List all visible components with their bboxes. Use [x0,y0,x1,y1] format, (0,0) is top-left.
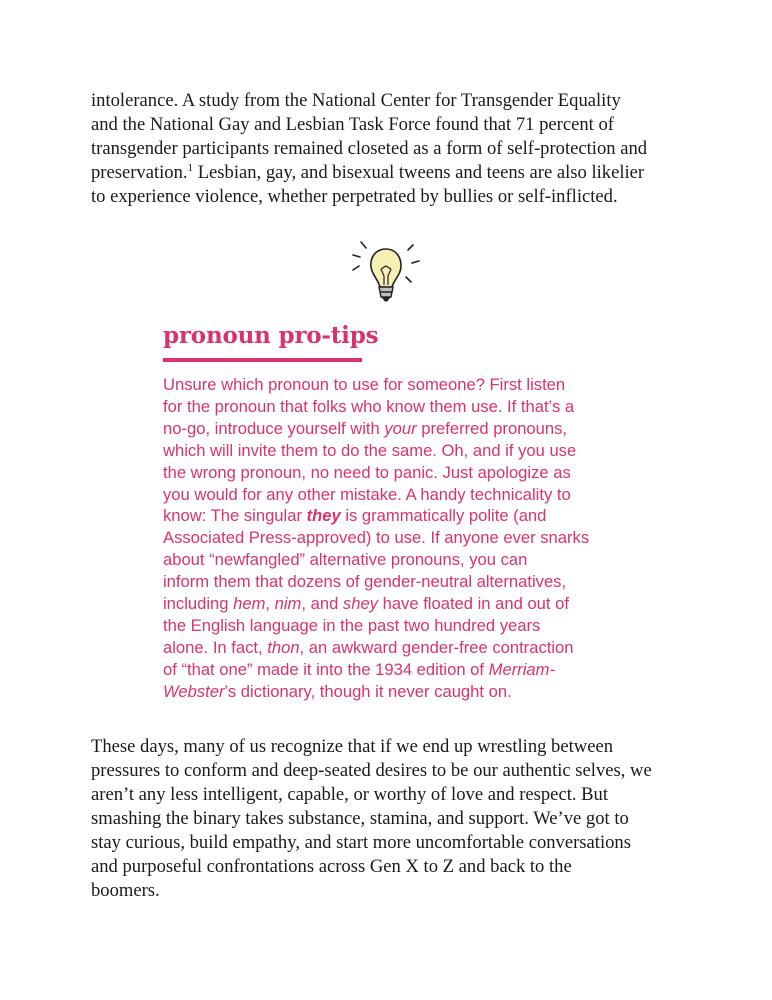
text-span: know: The singular [163,506,307,526]
text-line: and purposeful confrontations across Gen X to Z and back to the [91,856,572,877]
tip-body [163,374,623,703]
text-span: preservation. [91,162,188,183]
text-line: aren’t any less intelligent, capable, or worthy of love and respect. But [91,784,609,805]
lightbulb-icon [349,236,425,306]
text-line [163,637,623,659]
emphasis: hem [233,594,266,614]
text-line: which will invite them to do the same. Oh, and if you use [163,440,577,460]
text-span: , [265,594,275,614]
text-line: intolerance. A study from the National Center for Transgender Equality [91,90,621,111]
text-line [163,681,623,703]
text-span: is grammatically polite (and [340,506,547,526]
text-line: transgender participants remained closeted as a form of self-protection and [91,138,648,159]
emphasis: shey [342,594,378,614]
emphasis: your [384,418,417,438]
emphasis: thon [267,637,300,657]
text-span: , and [301,594,343,614]
emphasis: nim [274,594,302,614]
text-span: have floated in and out of [377,594,569,614]
text-line: Associated Press-approved) to use. If anyone ever snarks [163,528,590,548]
text-line: stay curious, build empathy, and start more uncomfortable conversations [91,832,631,853]
text-line: pressures to conform and deep-seated desires to be our authentic selves, we [91,760,652,781]
text-span: no-go, introduce yourself with [163,418,385,438]
text-line: and the National Gay and Lesbian Task Force found that 71 percent of [91,114,614,135]
footnote-marker[interactable]: 1 [187,162,194,174]
emphasis: they [306,506,341,526]
text-line: you would for any other mistake. A handy technicality to [163,484,571,504]
text-line [91,161,691,185]
text-line: These days, many of us recognize that if we end up wrestling between [91,736,614,757]
text-line: the wrong pronoun, no need to panic. Just apologize as [163,462,571,482]
text-span: , an awkward gender-free contraction [299,637,574,657]
text-line [163,418,623,440]
text-line: Unsure which pronoun to use for someone? First listen [163,375,566,394]
text-line: boomers. [91,880,160,901]
text-line: the English language in the past two hundred years [163,615,541,635]
text-line: to experience violence, whether perpetrated by bullies or self-inflicted. [91,186,618,207]
bottom-paragraph [91,735,691,903]
text-span: Lesbian, gay, and bisexual tweens and teens are also likelier [193,162,645,183]
tip-heading: pronoun pro-tips [163,322,379,349]
text-line: for the pronoun that folks who know them use. If that’s a [163,396,575,416]
text-span: alone. In fact, [163,637,268,657]
heading-rule [163,358,362,362]
text-line [163,659,623,681]
text-line [163,505,623,527]
text-line: smashing the binary takes substance, stamina, and support. We’ve got to [91,808,629,829]
text-line [163,593,623,615]
text-span: of “that one” made it into the 1934 edition of [163,659,489,679]
text-line: inform them that dozens of gender-neutral alternatives, [163,572,567,592]
emphasis: Merriam- [488,659,556,679]
emphasis: Webster [163,681,225,701]
text-span: including [163,594,234,614]
text-span: ’s dictionary, though it never caught on. [224,681,512,701]
text-span: preferred pronouns, [416,418,568,438]
text-line: about “newfangled” alternative pronouns, you can [163,550,528,570]
top-paragraph [91,89,691,209]
